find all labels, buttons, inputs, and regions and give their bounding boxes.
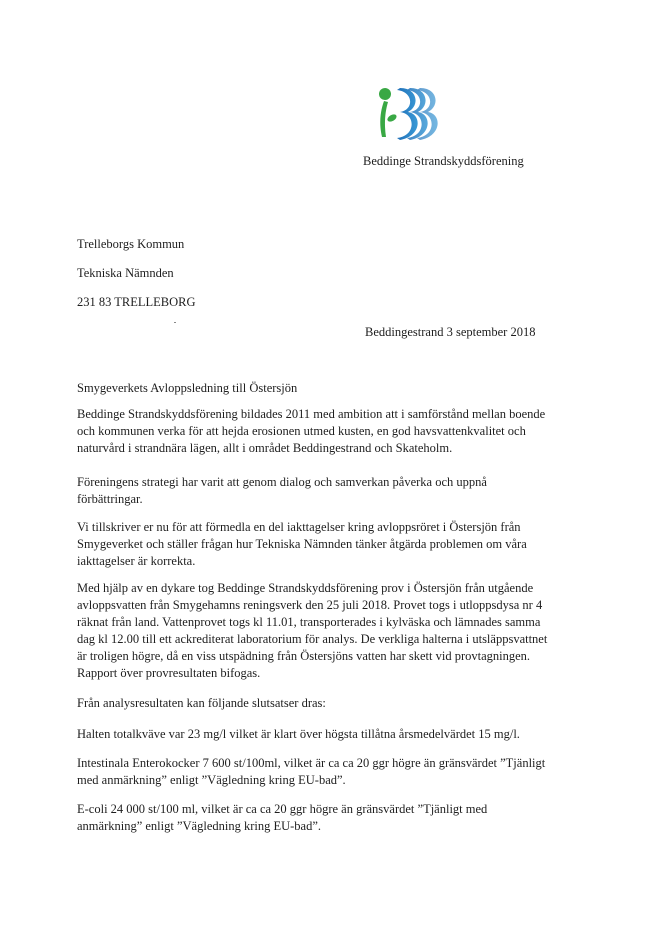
- paragraph-line: och kommunen verka för att hejda erosionen utmed kusten, en god havsvattenkvalitet och: [77, 424, 526, 438]
- beddinge-logo-icon: [370, 84, 442, 142]
- paragraph-line: Halten totalkväve var 23 mg/l vilket är klart över högsta tillåtna årsmedelvärdet 15 mg/l.: [77, 727, 520, 741]
- paragraph-line: förbättringar.: [77, 492, 143, 506]
- paragraph-line: med anmärkning” enligt ”Vägledning kring EU-bad”.: [77, 773, 346, 787]
- paragraph-line: Från analysresultaten kan följande slutsatser dras:: [77, 696, 326, 710]
- paragraph-line: anmärkning” enligt ”Vägledning kring EU-bad”.: [77, 819, 322, 833]
- paragraph-line: räknat från land. Vattenprovet togs kl 11.01, transporterades i kylväska och lämnades samma: [77, 615, 541, 629]
- paragraph-line: avloppsvatten från Smygehamns reningsverk den 25 juli 2018. Provet togs i utloppsdysa nr 4: [77, 598, 543, 612]
- letter-subject: Smygeverkets Avloppsledning till Östersjön: [77, 381, 298, 395]
- paragraph-line: Rapport över provresultaten bifogas.: [77, 666, 261, 680]
- paragraph-7: [77, 755, 577, 789]
- paragraph-4: [77, 580, 577, 682]
- scan-speck: [174, 322, 176, 323]
- organization-name: Beddinge Strandskyddsförening: [363, 154, 524, 168]
- paragraph-line: dag kl 12.00 till ett ackrediterat laboratorium för analys. De verkliga halterna i utsläppsvattnet: [77, 632, 548, 646]
- paragraph-line: Smygeverket och ställer frågan hur Tekniska Nämnden tänker åtgärda problemen om våra: [77, 537, 527, 551]
- recipient-line-2: Tekniska Nämnden: [77, 266, 174, 280]
- paragraph-line: E-coli 24 000 st/100 ml, vilket är ca ca 20 ggr högre än gränsvärdet ”Tjänligt med: [77, 802, 488, 816]
- date-line: Beddingestrand 3 september 2018: [365, 325, 536, 339]
- paragraph-8: [77, 801, 577, 835]
- paragraph-line: Beddinge Strandskyddsförening bildades 2011 med ambition att i samförstånd mellan boende: [77, 407, 546, 421]
- paragraph-5: [77, 695, 577, 712]
- paragraph-line: Vi tillskriver er nu för att förmedla en del iakttagelser kring avloppsröret i Östersjön från: [77, 520, 521, 534]
- paragraph-line: är troligen högre, då en viss utspädning från Östersjöns vatten har skett vid provtagningen.: [77, 649, 531, 663]
- paragraph-line: iakttagelser är korrekta.: [77, 554, 196, 568]
- paragraph-3: [77, 519, 577, 570]
- paragraph-line: Intestinala Enterokocker 7 600 st/100ml, vilket är ca ca 20 ggr högre än gränsvärdet ”Tjänligt: [77, 756, 546, 770]
- paragraph-6: [77, 726, 577, 743]
- paragraph-line: naturvård i strandnära lägen, allt i området Beddingestrand och Skateholm.: [77, 441, 453, 455]
- paragraph-line: Föreningens strategi har varit att genom dialog och samverkan påverka och uppnå: [77, 475, 487, 489]
- recipient-line-1: Trelleborgs Kommun: [77, 237, 185, 251]
- paragraph-2: [77, 474, 577, 508]
- paragraph-1: [77, 406, 577, 457]
- recipient-line-3: 231 83 TRELLEBORG: [77, 295, 196, 309]
- paragraph-line: Med hjälp av en dykare tog Beddinge Strandskyddsförening prov i Östersjön från utgående: [77, 581, 534, 595]
